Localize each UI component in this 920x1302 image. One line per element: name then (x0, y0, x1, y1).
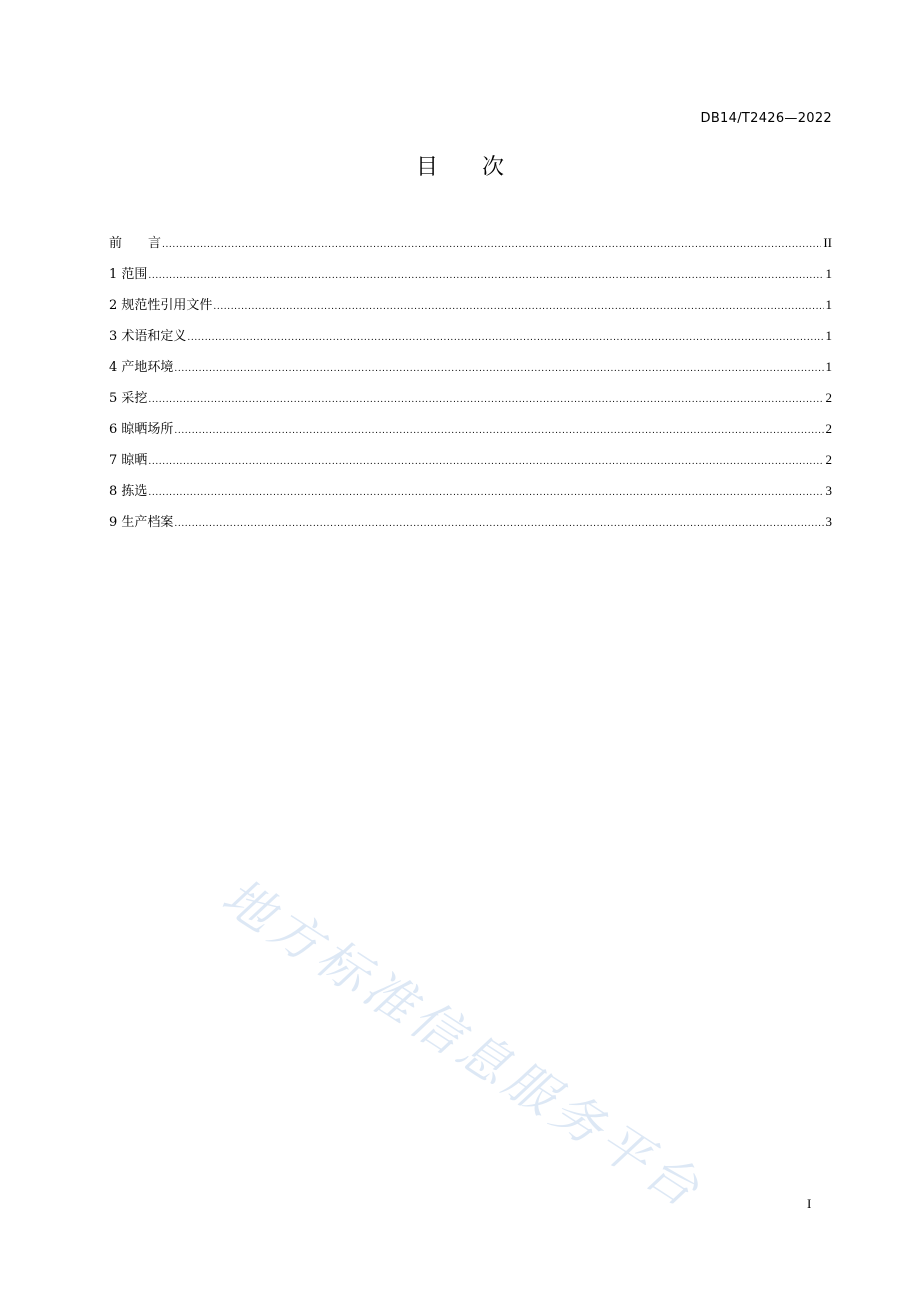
page-title-left: 目 (415, 155, 438, 180)
toc-entry-page: II (823, 235, 832, 250)
toc-entry-normative-references[interactable] (109, 294, 832, 325)
toc-entry-harvesting[interactable] (109, 387, 832, 418)
toc-entry-sorting[interactable] (109, 480, 832, 511)
dot-leader (148, 265, 823, 287)
toc-entry-label: 3 术语和定义 (109, 329, 187, 344)
toc-entry-label: 4 产地环境 (109, 360, 174, 375)
toc-entry-page: 1 (825, 328, 832, 343)
page-title-right: 次 (482, 155, 505, 180)
toc-entry-label: 6 晾晒场所 (109, 422, 174, 437)
dot-leader (213, 296, 823, 318)
dot-leader (162, 234, 821, 256)
toc-entry-production-records[interactable] (109, 511, 832, 542)
toc-entry-label: 1 范围 (109, 267, 148, 282)
dot-leader (148, 451, 823, 473)
page-number: I (807, 1196, 812, 1211)
watermark: 地方标准信息服务平台 (212, 867, 714, 1221)
toc-entry-foreword[interactable] (109, 232, 832, 263)
toc-entry-drying-site[interactable] (109, 418, 832, 449)
dot-leader (174, 420, 823, 442)
toc-entry-label: 5 采挖 (109, 391, 148, 406)
toc-entry-page: 2 (825, 452, 832, 467)
dot-leader (148, 482, 823, 504)
toc-entry-page: 2 (825, 390, 832, 405)
toc-entry-label: 9 生产档案 (109, 515, 174, 530)
dot-leader (187, 327, 823, 349)
toc-entry-page: 3 (825, 514, 832, 529)
toc-entry-label: 2 规范性引用文件 (109, 298, 213, 313)
toc-entry-production-environment[interactable] (109, 356, 832, 387)
toc-entry-drying[interactable] (109, 449, 832, 480)
toc-entry-page: 1 (825, 297, 832, 312)
toc-entry-page: 1 (825, 266, 832, 281)
table-of-contents (109, 232, 832, 542)
toc-entry-label: 7 晾晒 (109, 453, 148, 468)
toc-entry-page: 3 (825, 483, 832, 498)
page-title (0, 150, 920, 181)
document-code: DB14/T2426—2022 (700, 111, 832, 126)
toc-entry-terms-definitions[interactable] (109, 325, 832, 356)
toc-entry-page: 2 (825, 421, 832, 436)
dot-leader (174, 513, 823, 535)
dot-leader (174, 358, 823, 380)
toc-entry-scope[interactable] (109, 263, 832, 294)
toc-entry-label: 8 拣选 (109, 484, 148, 499)
toc-entry-label: 前 言 (109, 236, 162, 251)
toc-entry-page: 1 (825, 359, 832, 374)
dot-leader (148, 389, 823, 411)
